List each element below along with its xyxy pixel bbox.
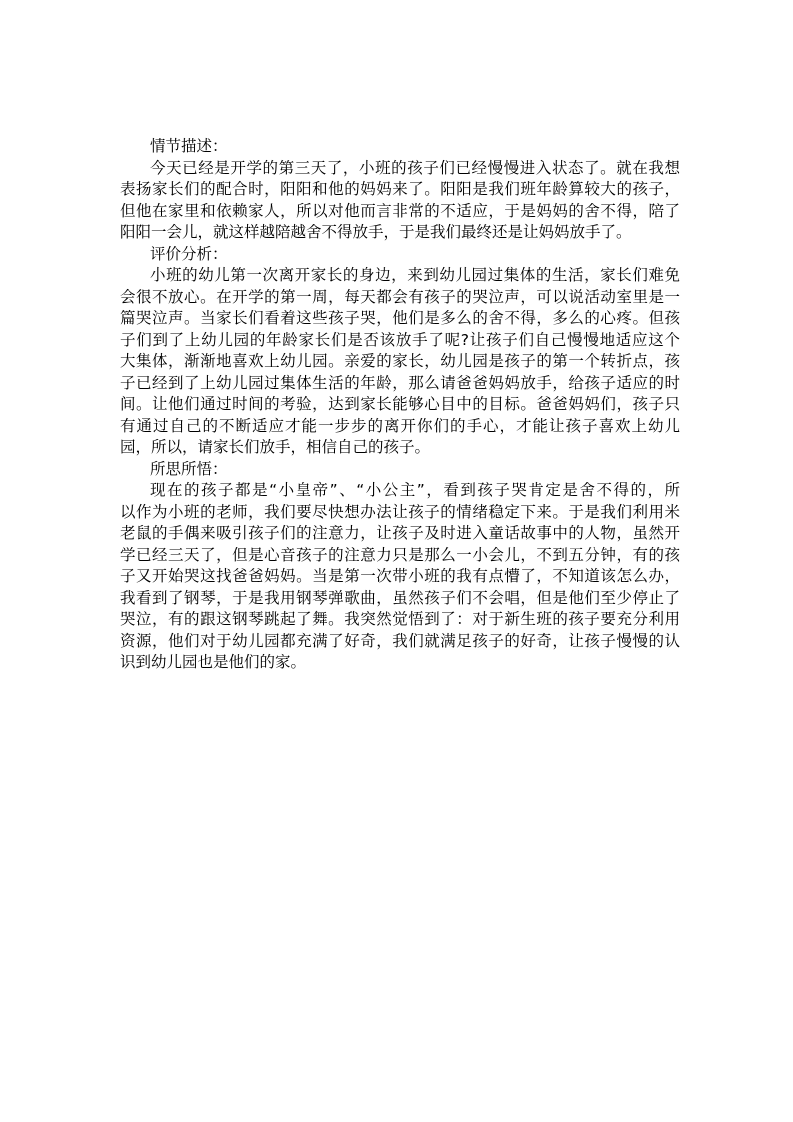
section-heading-plot: 情节描述： — [150, 137, 228, 155]
paragraph-line: 现在的孩子都是“小皇帝”、“小公主”，看到孩子哭肯定是舍不得的，所 — [150, 481, 680, 499]
paragraph-line: 老鼠的手偶来吸引孩子们的注意力，让孩子及时进入童话故事中的人物，虽然开 — [120, 524, 680, 542]
paragraph-line: 以作为小班的老师，我们要尽快想办法让孩子的情绪稳定下来。于是我们利用米 — [120, 502, 680, 521]
paragraph-line: 有通过自己的不断适应才能一步步的离开你们的手心，才能让孩子喜欢上幼儿 — [120, 416, 680, 435]
paragraph-line: 学已经三天了，但是心音孩子的注意力只是那么一小会儿，不到五分钟，有的孩 — [120, 545, 680, 564]
paragraph-line: 园，所以，请家长们放手，相信自己的孩子。 — [120, 438, 431, 456]
paragraph-line: 子又开始哭这找爸爸妈妈。当是第一次带小班的我有点懵了，不知道该怎么办， — [120, 567, 680, 585]
paragraph-line: 我看到了钢琴，于是我用钢琴弹歌曲，虽然孩子们不会唱，但是他们至少停止了 — [120, 588, 680, 607]
document-page — [120, 136, 680, 674]
paragraph-line: 大集体，渐渐地喜欢上幼儿园。亲爱的家长，幼儿园是孩子的第一个转折点，孩 — [120, 352, 680, 370]
paragraph-line: 阳阳一会儿，就这样越陪越舍不得放手，于是我们最终还是让妈妈放手了。 — [120, 223, 632, 241]
paragraph-line: 子们到了上幼儿园的年龄家长们是否该放手了呢?让孩子们自己慢慢地适应这个 — [120, 330, 680, 349]
paragraph-line: 识到幼儿园也是他们的家。 — [120, 653, 307, 671]
paragraph-line: 会很不放心。在开学的第一周，每天都会有孩子的哭泣声，可以说活动室里是一 — [120, 287, 680, 306]
paragraph-line: 篇哭泣声。当家长们看着这些孩子哭，他们是多么的舍不得，多么的心疼。但孩 — [120, 309, 680, 327]
paragraph-line: 今天已经是开学的第三天了，小班的孩子们已经慢慢进入状态了。就在我想 — [150, 158, 680, 177]
section-heading-reflection: 所思所悟： — [150, 459, 228, 478]
section-heading-evaluation: 评价分析： — [150, 244, 228, 263]
paragraph-line: 资源，他们对于幼儿园都充满了好奇，我们就满足孩子的好奇，让孩子慢慢的认 — [120, 631, 680, 650]
paragraph-line: 但他在家里和依赖家人，所以对他而言非常的不适应，于是妈妈的舍不得，陪了 — [120, 201, 680, 220]
paragraph-line: 子已经到了上幼儿园过集体生活的年龄，那么请爸爸妈妈放手，给孩子适应的时 — [120, 373, 680, 392]
paragraph-line: 哭泣，有的跟这钢琴跳起了舞。我突然觉悟到了：对于新生班的孩子要充分利用 — [120, 610, 680, 628]
paragraph-line: 小班的幼儿第一次离开家长的身边，来到幼儿园过集体的生活，家长们难免 — [150, 266, 680, 284]
paragraph-line: 表扬家长们的配合时，阳阳和他的妈妈来了。阳阳是我们班年龄算较大的孩子， — [120, 180, 680, 198]
paragraph-line: 间。让他们通过时间的考验，达到家长能够心目中的目标。爸爸妈妈们，孩子只 — [120, 395, 680, 413]
